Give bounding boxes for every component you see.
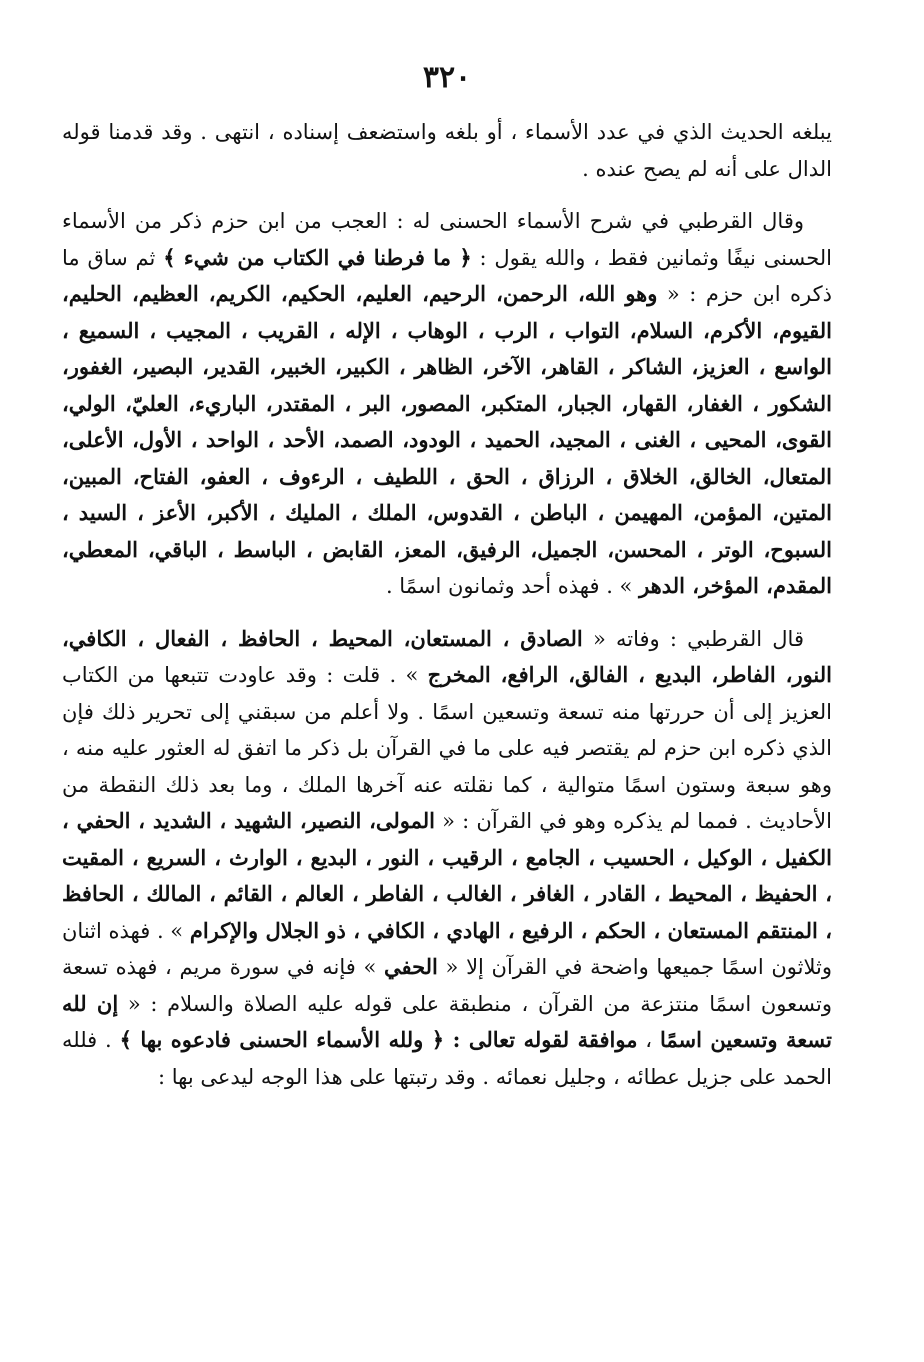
text-run: قال القرطبي : وفاته « xyxy=(582,626,804,651)
paragraph xyxy=(62,203,832,605)
text-run: ، xyxy=(637,1028,660,1052)
bold-text-run: ﴿ ما فرطنا في الكتاب من شيء ﴾ xyxy=(163,244,472,270)
bold-text-run: المولى، النصير، الشهيد ، الشديد ، الحفي ، الكفيل ، الوكيل ، الحسيب ، الجامع ، الرقيب ، النور ، البديع ، الوارث ، السريع ، المقيت ، الحفيظ ، المحيط ، القادر ، الغافر ، الغالب ، الفاطر ، العالم ، القائم ، المالك ، الحافظ ، المنتقم المستعان ، الحكم ، الرفيع ، الهادي ، الكافي ، ذو الجلال والإكرام xyxy=(62,808,832,943)
body-text xyxy=(62,114,832,1095)
bold-text-run: الصادق ، المستعان، المحيط ، الحافظ ، الفعال ، الكافي، النور، الفاطر، البديع ، الفالق، الرافع، المخرج xyxy=(62,625,833,687)
paragraph xyxy=(62,621,832,1096)
text-run: » . قلت : وقد عاودت تتبعها من الكتاب العزيز إلى أن حررتها منه تسعة وتسعين اسمًا . ولا أعلم من سبقني إلى تحرير ذلك فإن الذي ذكره ابن حزم لم يقتصر فيه على ما في القرآن بل ذكر ما اتفق له العثور عليه منه ، وهو سبعة وستون اسمًا متوالية ، كما نقلته عنه آخرها الملك ، وما بعد ذلك النقطة من الأحاديث . فمما لم يذكره وهو في القرآن : « xyxy=(62,663,832,833)
text-run: » . فهذه اثنان وثلاثون اسمًا جميعها واضحة في القرآن إلا « xyxy=(62,918,832,979)
text-run: وقال القرطبي في شرح الأسماء الحسنى له : العجب من ابن حزم ذكر من الأسماء الحسنى نيفًا وثمانين فقط ، والله يقول : xyxy=(62,209,833,270)
paragraph xyxy=(62,114,832,187)
text-run: يبلغه الحديث الذي في عدد الأسماء ، أو بلغه واستضعف إسناده ، انتهى . وقد قدمنا قوله الدال على أنه لم يصح عنده . xyxy=(62,120,832,181)
text-run: . فلله الحمد على جزيل عطائه ، وجليل نعمائه . وقد رتبتها على هذا الوجه ليدعى بها : xyxy=(62,1028,832,1089)
bold-text-run: وهو الله، الرحمن، الرحيم، العليم، الحكيم، الكريم، العظيم، الحليم، القيوم، الأكرم، السلام، التواب ، الرب ، الوهاب ، الإله ، القريب ، المجيب ، السميع ، الواسع ، العزيز، الشاكر ، القاهر، الآخر، الظاهر ، الكبير، الخبير، القدير، البصير، الغفور، الشكور ، الغفار، القهار، الجبار، المتكبر، المصور، البر ، المقتدر، الباريء، العليّ، الولي، القوى، المحيى ، الغنى ، المجيد، الحميد ، الودود، الصمد، الأحد ، الواحد ، الأول، الأعلى، المتعال، الخالق، الخلاق ، الرزاق ، الحق ، اللطيف ، الرءوف ، العفو، الفتاح، المبين، المتين، المؤمن، المهيمن ، الباطن ، القدوس، الملك ، المليك ، الأكبر، الأعز ، السيد ، السبوح، الوتر ، المحسن، الجميل، الرفيق، المعز، القابض ، الباسط ، الباقي، المعطي، المقدم، المؤخر، الدهر xyxy=(62,281,832,598)
bold-text-run: الحفي xyxy=(383,954,438,979)
bold-text-run: موافقة لقوله تعالى : ﴿ ولله الأسماء الحسنى فادعوه بها ﴾ xyxy=(119,1027,638,1052)
text-run: » فإنه في سورة مريم ، فهذه تسعة وتسعون اسمًا منتزعة من القرآن ، منطبقة على قوله عليه الصلاة والسلام : « xyxy=(62,955,832,1016)
text-run: » . فهذه أحد وثمانون اسمًا . xyxy=(385,574,640,598)
page-number: ٣٢٠ xyxy=(422,60,472,95)
text-run: ثم ساق ما ذكره ابن حزم : « xyxy=(62,245,832,306)
bold-text-run: إن لله تسعة وتسعين اسمًا xyxy=(62,990,833,1052)
